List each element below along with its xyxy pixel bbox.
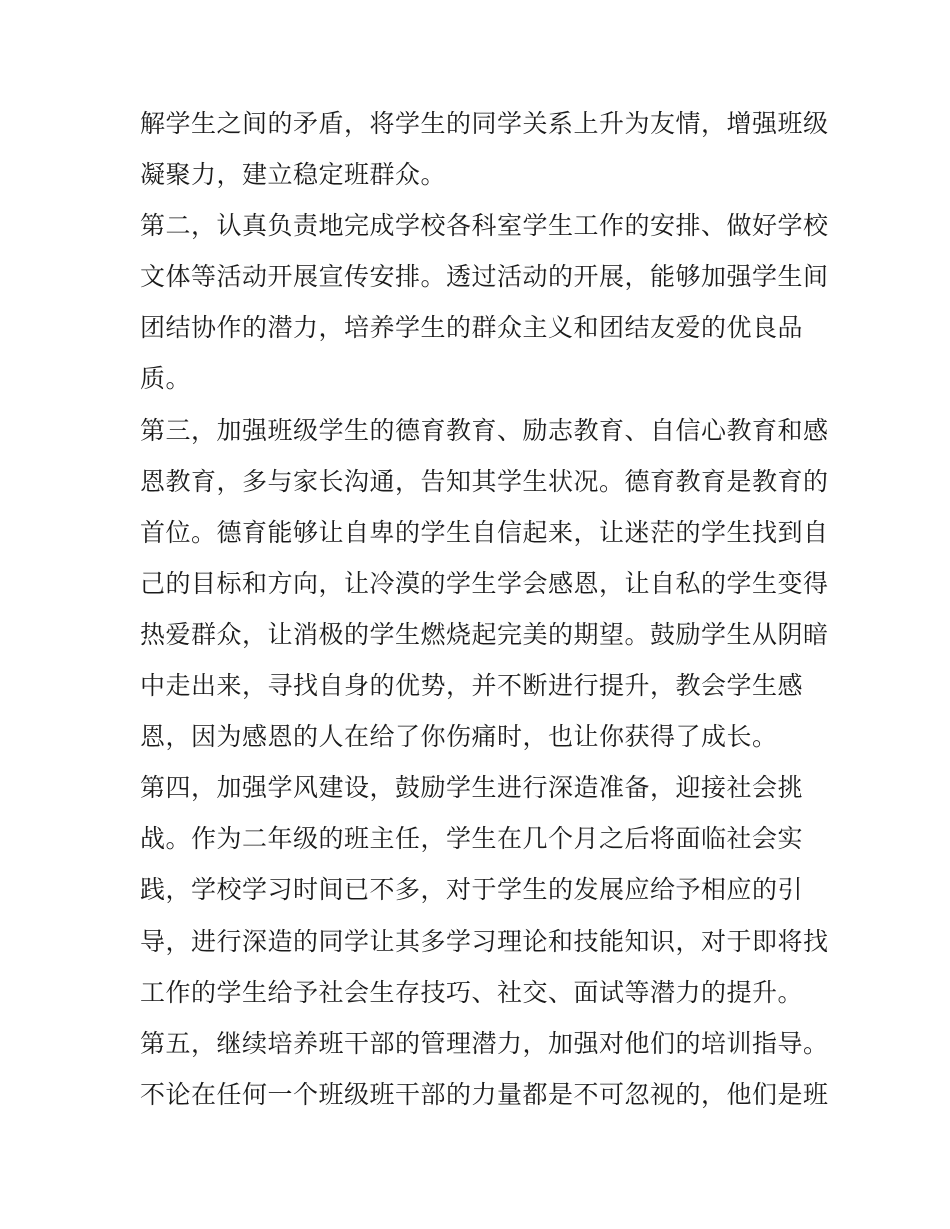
text-line: 第三，加强班级学生的德育教育、励志教育、自信心教育和感 bbox=[140, 415, 829, 445]
body-text bbox=[140, 98, 829, 1120]
text-line: 解学生之间的矛盾，将学生的同学关系上升为友情，增强班级 bbox=[140, 109, 829, 138]
text-line: 己的目标和方向，让冷漠的学生学会感恩，让自私的学生变得 bbox=[140, 568, 829, 598]
text-line: 第四，加强学风建设，鼓励学生进行深造准备，迎接社会挑 bbox=[140, 773, 804, 803]
text-line: 工作的学生给予社会生存技巧、社交、面试等潜力的提升。 bbox=[140, 977, 804, 1007]
text-line: 团结协作的潜力，培养学生的群众主义和团结友爱的优良品 bbox=[140, 313, 804, 343]
text-line: 践，学校学习时间已不多，对于学生的发展应给予相应的引 bbox=[140, 875, 804, 905]
text-line: 恩，因为感恩的人在给了你伤痛时，也让你获得了成长。 bbox=[140, 722, 778, 752]
text-line: 热爱群众，让消极的学生燃烧起完美的期望。鼓励学生从阴暗 bbox=[140, 619, 829, 649]
text-line: 恩教育，多与家长沟通，告知其学生状况。德育教育是教育的 bbox=[140, 466, 829, 496]
text-line: 质。 bbox=[140, 364, 192, 394]
text-line: 文体等活动开展宣传安排。透过活动的开展，能够加强学生间 bbox=[140, 262, 829, 292]
text-line: 凝聚力，建立稳定班群众。 bbox=[140, 160, 447, 190]
text-line: 不论在任何一个班级班干部的力量都是不可忽视的，他们是班 bbox=[140, 1079, 829, 1109]
text-line: 首位。德育能够让自卑的学生自信起来，让迷茫的学生找到自 bbox=[140, 517, 829, 547]
text-line: 导，进行深造的同学让其多学习理论和技能知识，对于即将找 bbox=[140, 926, 829, 956]
text-line: 第五，继续培养班干部的管理潜力，加强对他们的培训指导。 bbox=[140, 1028, 829, 1058]
text-line: 战。作为二年级的班主任，学生在几个月之后将面临社会实 bbox=[140, 824, 804, 854]
text-line: 中走出来，寻找自身的优势，并不断进行提升，教会学生感 bbox=[140, 671, 804, 701]
text-line: 第二，认真负责地完成学校各科室学生工作的安排、做好学校 bbox=[140, 211, 829, 241]
